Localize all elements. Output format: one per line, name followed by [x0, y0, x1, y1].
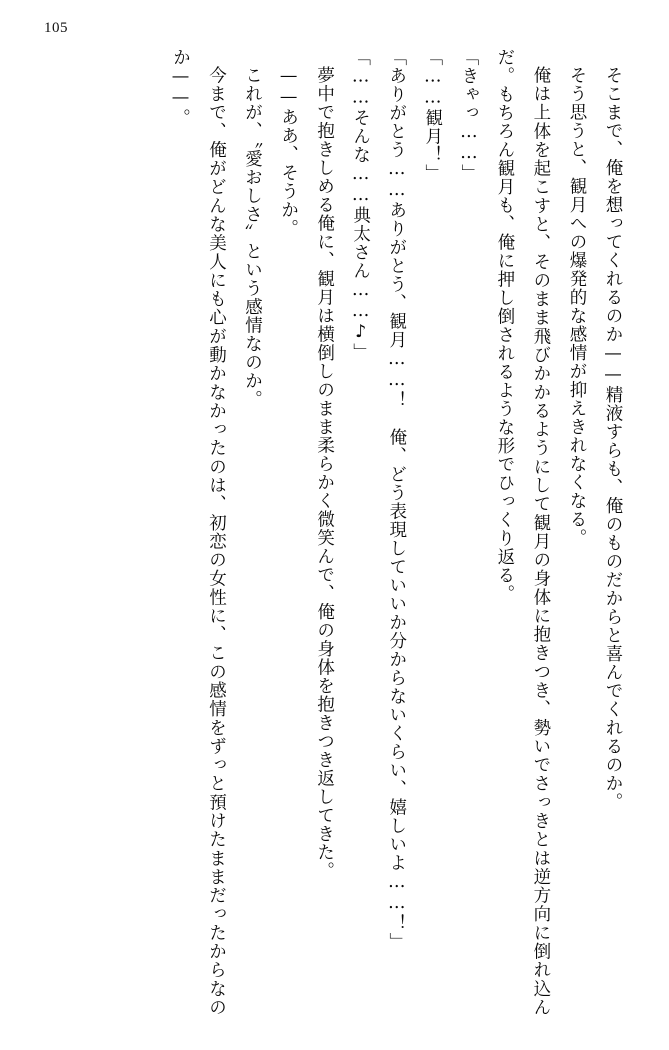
- paragraph: 夢中で抱きしめる俺に、観月は横倒しのまま柔らかく微笑んで、俺の身体を抱きつき返してきた。: [314, 65, 335, 880]
- paragraph-dialogue: 「……そんな……典太さん……♪」: [350, 48, 371, 362]
- paragraph: 今まで、俺がどんな美人にも心が動かなかったのは、初恋の女性に、この感情をずっと預けたままだったからなのか——。: [170, 48, 227, 1016]
- paragraph: そこまで、俺を想ってくれるのか——精液すらも、俺のものだからと喜んでくれるのか。: [603, 65, 623, 811]
- paragraph: ——ああ、そうか。: [278, 65, 299, 237]
- page-number: 105: [44, 20, 68, 36]
- paragraph: これが、〝愛おしさ〟という感情なのか。: [242, 65, 263, 409]
- paragraph-dialogue: 「きゃっ……」: [458, 48, 479, 183]
- paragraph: 俺は上体を起こすと、そのまま飛びかかるようにして観月の身体に抱きつき、勢いでさっきとは逆方向に倒れ込んだ。もちろん観月も、俺に押し倒されるような形でひっくり返る。: [494, 48, 551, 1016]
- paragraph: そう思うと、観月への爆発的な感情が抑えきれなくなる。: [566, 65, 587, 547]
- page-text-body: [44, 48, 631, 1016]
- paragraph-dialogue: 「ありがとう……ありがとう、観月……！ 俺、どう表現していいか分からないくらい、嬉しいよ……！」: [386, 48, 407, 951]
- paragraph-dialogue: 「……観月！」: [422, 48, 443, 183]
